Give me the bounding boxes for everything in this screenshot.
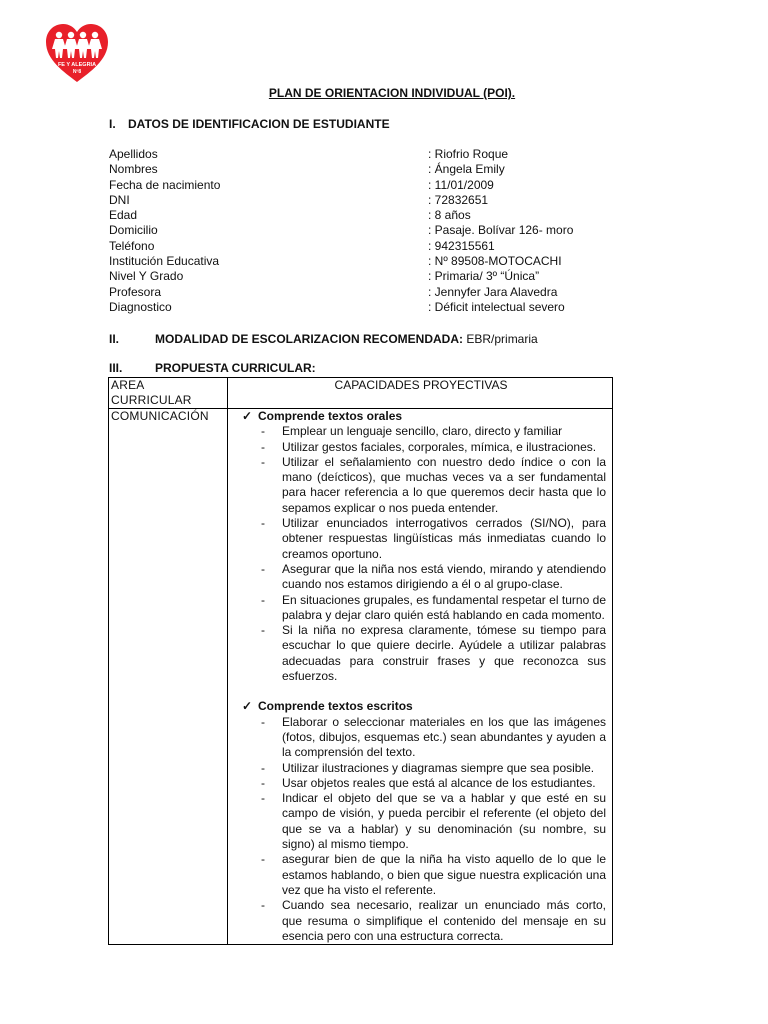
field-value: : Nº 89508-MOTOCACHI	[428, 254, 562, 269]
field-value: : Déficit intelectual severo	[428, 299, 565, 314]
dash-bullet: -	[261, 714, 265, 729]
logo-number: Nº8	[72, 69, 82, 75]
field-label: Institución Educativa	[109, 254, 220, 269]
item-list	[230, 715, 612, 944]
item-list	[230, 424, 612, 684]
dash-bullet: -	[261, 760, 265, 775]
field-label: Profesora	[109, 284, 162, 299]
field-label: Edad	[109, 208, 138, 223]
list-item-text: Asegurar que la niña nos está viendo, mirando y atendiendo cuando nos estamos dirigiendo a él o al grupo-clase.	[282, 561, 606, 592]
list-item-text: Elaborar o seleccionar materiales en los que las imágenes (fotos, dibujos, esquemas etc.) sean abundantes y ayuden a la comprensión del texto.	[282, 714, 606, 760]
area-cell: COMUNICACIÓN	[109, 409, 228, 945]
checkmark-icon: ✓	[242, 699, 253, 714]
field-row	[109, 223, 629, 238]
field-row	[109, 178, 629, 193]
field-label: DNI	[109, 192, 130, 207]
dash-bullet: -	[261, 852, 265, 867]
document-title-text: PLAN DE ORIENTACION INDIVIDUAL (POI).	[268, 86, 516, 100]
block-title-text: Comprende textos orales	[258, 409, 403, 423]
field-value: : Pasaje. Bolívar 126- moro	[428, 223, 574, 238]
dash-bullet: -	[261, 516, 265, 531]
table-row	[109, 409, 613, 945]
field-row	[109, 162, 629, 177]
field-row	[109, 269, 629, 284]
field-value: : 8 años	[428, 208, 471, 223]
section-1-title: DATOS DE IDENTIFICACION DE ESTUDIANTE	[128, 117, 390, 131]
section-3-heading	[109, 361, 316, 376]
list-item-text: Emplear un lenguaje sencillo, claro, directo y familiar	[282, 424, 563, 439]
field-row	[109, 300, 629, 315]
fe-y-alegria-logo	[44, 22, 110, 84]
list-item-text: Indicar el objeto del que se va a hablar y que esté en su campo de visión, y pueda percibir el referente (el objeto del que se va a hablar) y su denominación (su nombre, su signo) al mismo tiempo.	[282, 791, 606, 852]
field-value: : 11/01/2009	[428, 177, 494, 192]
list-item-text: Utilizar ilustraciones y diagramas siempre que sea posible.	[282, 760, 595, 775]
list-item-text: Utilizar el señalamiento con nuestro dedo índice o con la mano (deícticos), que muchas veces va a ser fundamental para hacer referencia a lo que queremos decir hasta que lo sepamos explicar o nos pueda entender.	[282, 454, 606, 515]
header-capacidades: CAPACIDADES PROYECTIVAS	[228, 378, 613, 409]
list-item-text: asegurar bien de que la niña ha visto aquello de lo que le estamos hablando, o bien que sigue nuestra explicación una vez que ha visto el referente.	[282, 852, 606, 897]
field-label: Apellidos	[109, 147, 158, 161]
list-item	[230, 791, 612, 852]
student-data-fields	[109, 147, 629, 315]
list-item	[230, 562, 612, 593]
dash-bullet: -	[261, 592, 265, 607]
header-area: AREA CURRICULAR	[109, 378, 228, 409]
field-row	[109, 193, 629, 208]
section-1-heading	[109, 117, 390, 132]
field-label: Nombres	[109, 162, 158, 177]
dash-bullet: -	[261, 791, 265, 806]
list-item	[230, 776, 612, 791]
section-2-heading	[109, 332, 538, 347]
list-item	[230, 898, 612, 944]
field-value: : 942315561	[428, 238, 495, 253]
dash-bullet: -	[261, 623, 265, 638]
list-item-text: Cuando sea necesario, realizar un enunciado más corto, que resuma o simplifique el contenido del mensaje en su esencia pero con una estructura correcta.	[282, 898, 606, 943]
field-label: Fecha de nacimiento	[109, 177, 221, 192]
checkmark-icon: ✓	[242, 409, 253, 423]
field-row	[109, 147, 629, 162]
field-label: Domicilio	[109, 223, 158, 238]
field-value: : Ángela Emily	[428, 162, 505, 177]
block-title-text: Comprende textos escritos	[258, 699, 413, 714]
dash-bullet: -	[261, 775, 265, 790]
list-item	[230, 440, 612, 455]
list-item	[230, 623, 612, 684]
list-item	[230, 715, 612, 761]
field-label: Nivel Y Grado	[109, 269, 184, 284]
section-3-title: PROPUESTA CURRICULAR:	[155, 361, 316, 375]
block-title	[242, 699, 612, 714]
document-title	[0, 86, 768, 101]
list-item	[230, 761, 612, 776]
dash-bullet: -	[261, 439, 265, 454]
field-value: : Riofrio Roque	[428, 147, 509, 161]
field-label: Teléfono	[109, 238, 155, 253]
curriculum-table	[108, 377, 613, 945]
list-item-text: Utilizar gestos faciales, corporales, mímica, e ilustraciones.	[282, 439, 597, 454]
dash-bullet: -	[261, 561, 265, 576]
field-label: Diagnostico	[109, 299, 172, 314]
dash-bullet: -	[261, 454, 265, 469]
field-row	[109, 239, 629, 254]
list-item	[230, 852, 612, 898]
block-title	[242, 409, 612, 424]
list-item	[230, 593, 612, 624]
list-item-text: Usar objetos reales que está al alcance de los estudiantes.	[282, 775, 596, 790]
section-2-number: II.	[109, 332, 120, 346]
field-value: : Primaria/ 3º “Única”	[428, 269, 540, 284]
field-value: : Jennyfer Jara Alavedra	[428, 284, 558, 299]
list-item-text: Si la niña no expresa claramente, tómese su tiempo para escuchar lo que quiere decirle. Ayúdele a utilizar palabras adecuadas para construir frases y que reconozca sus esfuerzos.	[282, 623, 606, 684]
list-item	[230, 424, 612, 439]
field-row	[109, 254, 629, 269]
section-1-number: I.	[109, 117, 116, 131]
dash-bullet: -	[261, 424, 265, 439]
list-item-text: Utilizar enunciados interrogativos cerrados (SI/NO), para obtener respuestas lingüísticas más inmediatas cuando lo creamos oportuno.	[282, 516, 606, 561]
dash-bullet: -	[261, 898, 265, 913]
list-item-text: En situaciones grupales, es fundamental respetar el turno de palabra y dejar claro quién está hablando en cada momento.	[282, 592, 606, 622]
list-item	[230, 516, 612, 562]
logo-text: FE Y ALEGRIA	[57, 62, 97, 68]
section-2-value: EBR/primaria	[466, 332, 538, 346]
block-spacer	[230, 684, 612, 699]
field-value: : 72832651	[428, 192, 489, 207]
table-header-row	[109, 378, 613, 409]
section-2-title: MODALIDAD DE ESCOLARIZACION RECOMENDADA:	[155, 332, 463, 346]
capacidades-cell	[228, 409, 613, 945]
section-3-number: III.	[109, 361, 123, 375]
field-row	[109, 285, 629, 300]
field-row	[109, 208, 629, 223]
list-item	[230, 455, 612, 516]
